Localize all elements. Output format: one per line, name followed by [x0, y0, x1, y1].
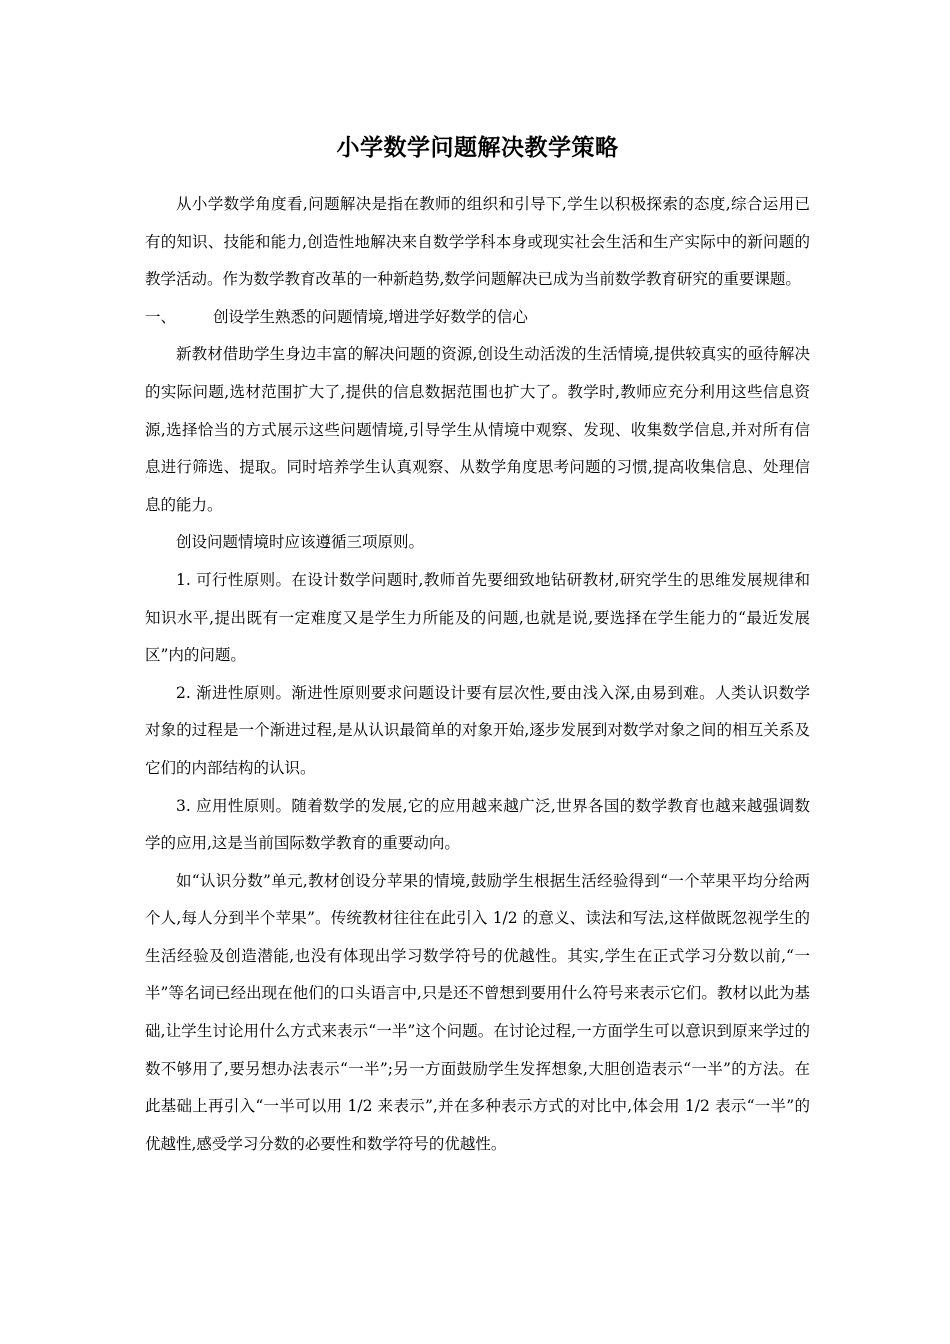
principle-application: 3. 应用性原则。随着数学的发展,它的应用越来越广泛,世界各国的数学教育也越来越强调数学的应用,这是当前国际数学教育的重要动向。	[145, 796, 810, 853]
document-page	[145, 128, 810, 1163]
principle-progressive: 2. 渐进性原则。渐进性原则要求问题设计要有层次性,要由浅入深,由易到难。人类认识数学对象的过程是一个渐进过程,是从认识最简单的对象开始,逐步发展到对数学对象之间的相互关系及它们的内部结构的认识。	[145, 683, 810, 777]
body-paragraph: 新教材借助学生身边丰富的解决问题的资源,创设生动活泼的生活情境,提供较真实的亟待解决的实际问题,选材范围扩大了,提供的信息数据范围也扩大了。教学时,教师应充分利用这些信息资源,选择恰当的方式展示这些问题情境,引导学生从情境中观察、发现、收集数学信息,并对所有信息进行筛选、提取。同时培养学生认真观察、从数学角度思考问题的习惯,提高收集信息、处理信息的能力。	[145, 345, 810, 514]
body-paragraph: 创设问题情境时应该遵循三项原则。	[176, 533, 425, 552]
section-number: 一、	[145, 307, 177, 326]
principle-feasibility: 1. 可行性原则。在设计数学问题时,教师首先要细致地钻研教材,研究学生的思维发展规律和知识水平,提出既有一定难度又是学生力所能及的问题,也就是说,要选择在学生能力的“最近发展区”内的问题。	[145, 570, 810, 665]
section-heading-1	[145, 299, 810, 337]
example-paragraph: 如“认识分数”单元,教材创设分苹果的情境,鼓励学生根据生活经验得到“一个苹果平均分给两个人,每人分到半个苹果”。传统教材往往在此引入 1/2 的意义、读法和写法,这样做既忽视学生的生活经验及创造潜能,也没有体现出学习数学符号的优越性。其实,学生在正式学习分数以前,“一半”等名词已经出现在他们的口头语言中,只是还不曾想到要用什么符号来表示它们。教材以此为基础,让学生讨论用什么方式来表示“一半”这个问题。在讨论过程,一方面学生可以意识到原来学过的数不够用了,要另想办法表示“一半”;另一方面鼓励学生发挥想象,大胆创造表示“一半”的方法。在此基础上再引入“一半可以用 1/2 来表示”,并在多种表示方式的对比中,体会用 1/2 表示“一半”的优越性,感受学习分数的必要性和数学符号的优越性。	[145, 871, 810, 1153]
section-title: 创设学生熟悉的问题情境,增进学好数学的信心	[213, 307, 528, 326]
intro-paragraph: 从小学数学角度看,问题解决是指在教师的组织和引导下,学生以积极探索的态度,综合运用已有的知识、技能和能力,创造性地解决来自数学学科本身或现实社会生活和生产实际中的新问题的教学活动。作为数学教育改革的一种新趋势,数学问题解决已成为当前数学教育研究的重要课题。	[145, 195, 810, 289]
document-title: 小学数学问题解决教学策略	[336, 134, 619, 161]
